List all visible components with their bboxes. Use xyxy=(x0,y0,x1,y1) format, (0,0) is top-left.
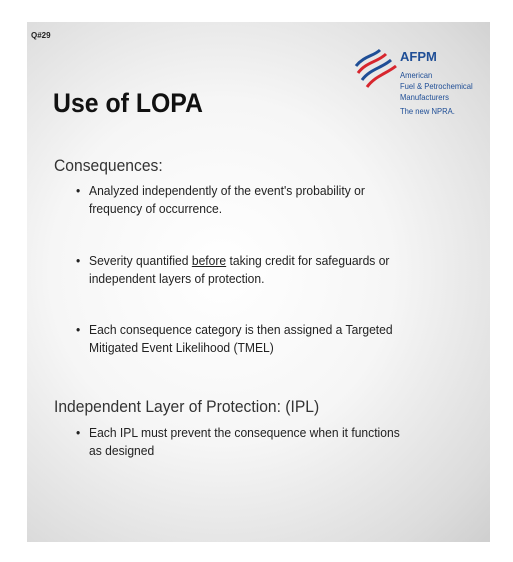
bullet-glyph: • xyxy=(76,322,81,337)
bullet-item xyxy=(76,424,411,460)
afpm-logo xyxy=(354,46,484,146)
bullet-text-post: taking credit for safeguards or independent layers of protection. xyxy=(89,253,390,286)
slide xyxy=(27,22,490,542)
bullet-text xyxy=(76,252,411,288)
logo-line-1: American xyxy=(400,70,433,80)
afpm-logo-icon xyxy=(354,46,398,90)
bullet-text: Each IPL must prevent the consequence when it functions as designed xyxy=(89,425,400,458)
bullet-glyph: • xyxy=(76,425,81,440)
bullet-glyph: • xyxy=(76,183,81,198)
logo-tagline: The new NPRA. xyxy=(400,106,455,116)
logo-line-3: Manufacturers xyxy=(400,92,449,102)
bullet-text-underlined: before xyxy=(191,253,227,268)
logo-line-2: Fuel & Petrochemical xyxy=(400,81,473,91)
bullet-item xyxy=(76,182,411,218)
bullet-item xyxy=(76,321,411,357)
slide-title: Use of LOPA xyxy=(53,88,203,118)
bullet-text: Analyzed independently of the event's probability or frequency of occurrence. xyxy=(89,183,365,216)
bullet-text-pre: Severity quantified xyxy=(89,253,192,268)
section-heading-ipl: Independent Layer of Protection: (IPL) xyxy=(54,397,320,416)
bullet-text: Each consequence category is then assigned a Targeted Mitigated Event Likelihood (TMEL) xyxy=(89,322,393,355)
bullet-glyph: • xyxy=(76,253,81,268)
bullet-item xyxy=(76,252,411,288)
slide-id-label: Q#29 xyxy=(31,31,51,40)
section-heading-consequences: Consequences: xyxy=(54,156,163,175)
logo-name: AFPM xyxy=(400,49,437,64)
